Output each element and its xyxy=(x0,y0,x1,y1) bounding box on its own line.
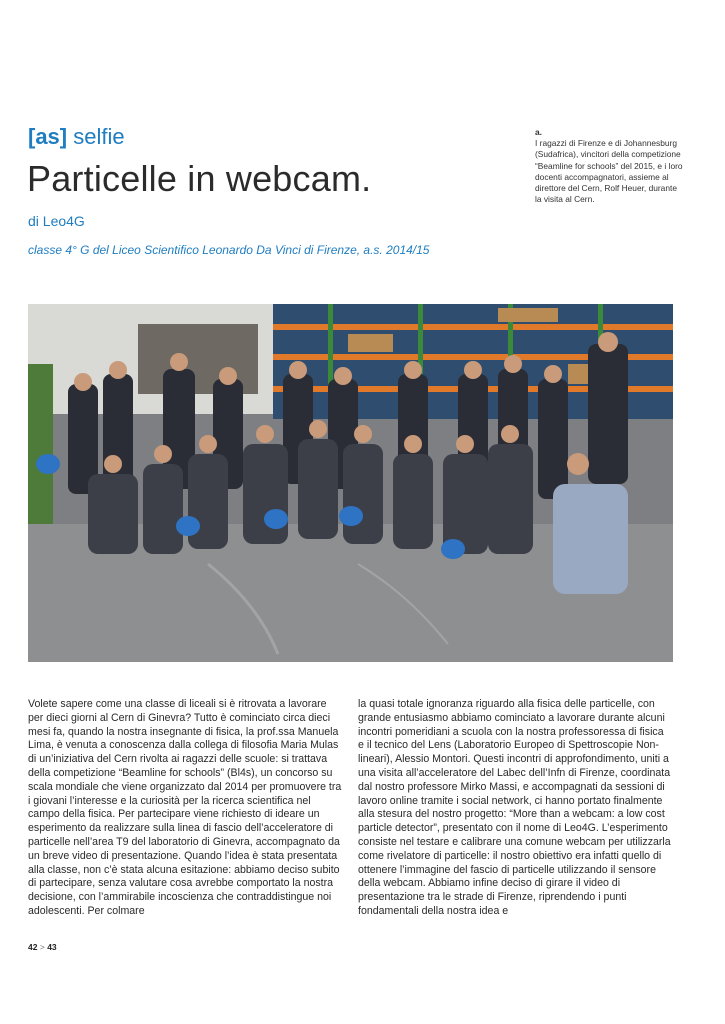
group-photo-icon xyxy=(28,304,673,662)
article-subtitle: classe 4° G del Liceo Scientifico Leonardo Da Vinci di Firenze, a.s. 2014/15 xyxy=(28,243,430,257)
page-separator: > xyxy=(39,942,45,952)
page-number-right: 43 xyxy=(47,942,57,952)
body-column-left: Volete sapere come una classe di liceali si è ritrovata a lavorare per dieci giorni al Cern di Ginevra? Tutto è cominciato circa dieci mesi fa, quando la nostra insegnante di fisica, la prof.ssa Manuela Lima, è venuta a conoscenza dalla collega di filosofia Maria Mulas di un’iniziativa del Cern rivolta ai ragazzi delle scuole: si trattava della competizione “Beamline for schools” (Bl4s), un concorso su scala mondiale che viene organizzato dal 2014 per promuovere tra i giovani l’interesse e la curiosità per la ricerca scientifica nel campo della fisica. Per partecipare viene richiesto di ideare un esperimento da realizzare sulla linea di fascio dell’acceleratore di particelle nell’area T9 del laboratorio di Ginevra, accompagnato da un breve video di presentazione. Quando l’idea è stata presentata alla classe, non c’è stata alcuna esitazione: abbiamo deciso subito di partecipare, senza valutare cosa avrebbe comportato la nostra decisione, con l’ammirabile incoscienza che contraddistingue noi adolescenti. Per colmare xyxy=(28,698,342,917)
group-photo xyxy=(28,304,673,662)
article-author: di Leo4G xyxy=(28,213,85,229)
caption-letter: a. xyxy=(535,127,542,137)
page-numbers xyxy=(28,942,57,952)
page-number-left: 42 xyxy=(28,942,38,952)
section-brand: [as] xyxy=(28,124,68,149)
photo-caption xyxy=(535,127,685,205)
article-title: Particelle in webcam. xyxy=(27,158,372,199)
section-name: selfie xyxy=(73,124,125,149)
section-tag xyxy=(28,124,125,150)
caption-text: I ragazzi di Firenze e di Johannesburg (Sudafrica), vincitori della competizione “Beamline for schools” del 2015, e i loro docenti accompagnatori, assieme al direttore del Cern, Rolf Heuer, durante la visita al Cern. xyxy=(535,138,683,205)
body-column-right: la quasi totale ignoranza riguardo alla fisica delle particelle, con grande entusiasmo abbiamo cominciato a lavorare durante alcuni incontri pomeridiani a scuola con la nostra professoressa di fisica e il tecnico del Lens (Laboratorio Europeo di Spettroscopie Non-lineari), Alessio Montori. Questi incontri di approfondimento, uniti a una visita all’acceleratore del Labec dell’Infn di Firenze, coordinata dal nostro professore Mirko Massi, e accompagnati da sessioni di lavoro online tramite i social network, ci hanno portato finalmente alla stesura del nostro progetto: “More than a webcam: a low cost particle detector”, presentato con il nome di Leo4G. L’esperimento consiste nel testare e calibrare una comune webcam per utilizzarla come rivelatore di particelle: il nostro obiettivo era infatti quello di ottenere l’immagine del fascio di particelle utilizzando il sensore della webcam. Abbiamo infine deciso di girare il video di presentazione tra le strade di Firenze, riprendendo i punti fondamentali della nostra idea e xyxy=(358,698,671,917)
